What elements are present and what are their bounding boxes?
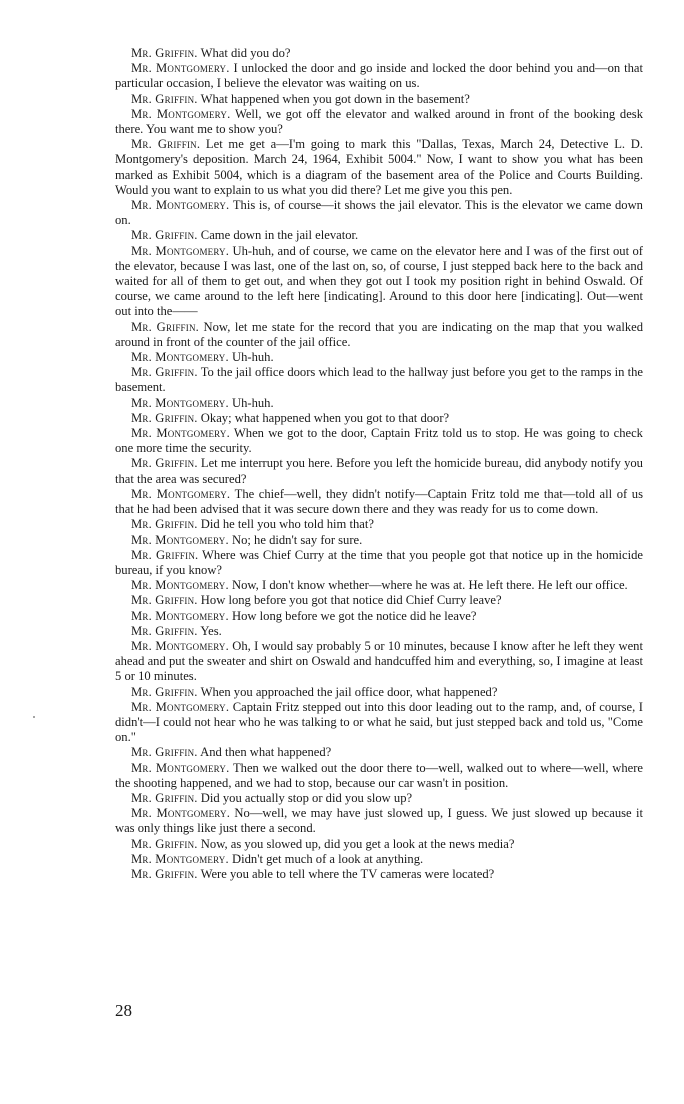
transcript-body <box>115 46 643 882</box>
statement-text: I unlocked the door and go inside and locked the door behind you and—on that particular occasion, I believe the elevator was waiting on us. <box>115 61 643 91</box>
speaker-name: Mr. Griffin. <box>131 91 198 106</box>
statement-text: And then what happened? <box>197 745 332 760</box>
speaker-name: Mr. Montgomery. <box>131 851 229 866</box>
speaker-name: Mr. Griffin. <box>131 410 198 425</box>
testimony-paragraph <box>115 578 643 593</box>
statement-text: Captain Fritz stepped out into this door leading out to the ramp, and, of course, I didn't—I could not hear who he was talking to or what he said, but just stepped back and told us, "Come on." <box>115 699 643 745</box>
statement-text: Did he tell you who told him that? <box>197 517 374 532</box>
testimony-paragraph <box>115 867 643 882</box>
statement-text: Didn't get much of a look at anything. <box>228 851 424 866</box>
testimony-paragraph <box>115 411 643 426</box>
speaker-name: Mr. Griffin. <box>131 228 198 243</box>
speaker-name: Mr. Griffin. <box>131 836 198 851</box>
statement-text: Well, we got off the elevator and walked around in front of the booking desk there. You want me to show you? <box>115 106 643 137</box>
statement-text: How long before you got that notice did Chief Curry leave? <box>197 593 502 608</box>
testimony-paragraph <box>115 548 643 578</box>
speaker-name: Mr. Montgomery. <box>131 61 230 76</box>
speaker-name: Mr. Montgomery. <box>131 699 230 714</box>
statement-text: Now, as you slowed up, did you get a look at the news media? <box>197 836 515 851</box>
statement-text: Uh-huh, and of course, we came on the elevator here and I was of the first out of the elevator, because I was last, one of the last on, so, of course, I just stepped back here to the back and waited for all of them to get out, and when they got out I took my position right in behind Oswald. Of course, we came around to the left here [indicating]. Around to this door here [indicating]. Out—went out into the—— <box>115 243 643 319</box>
statement-text: Where was Chief Curry at the time that you people got that notice up in the homicide bureau, if you know? <box>115 547 643 577</box>
statement-text: The chief—well, they didn't notify—Captain Fritz told me that—told all of us that he had been advised that it was secure down there and they was ready for us to come down. <box>115 486 643 517</box>
testimony-paragraph <box>115 852 643 867</box>
speaker-name: Mr. Griffin. <box>131 623 198 638</box>
speaker-name: Mr. Montgomery. <box>131 532 229 547</box>
statement-text: Then we walked out the door there to—well, walked out to where—well, where the shooting happened, and we had to stop, because our car wasn't in position. <box>115 760 643 790</box>
speaker-name: Mr. Montgomery. <box>131 578 229 593</box>
testimony-paragraph <box>115 92 643 107</box>
speaker-name: Mr. Griffin. <box>131 866 198 881</box>
speaker-name: Mr. Montgomery. <box>131 486 231 501</box>
speaker-name: Mr. Griffin. <box>131 319 200 334</box>
testimony-paragraph <box>115 791 643 806</box>
statement-text: No; he didn't say for sure. <box>228 532 363 547</box>
testimony-paragraph <box>115 745 643 760</box>
testimony-paragraph <box>115 198 643 228</box>
statement-text: Came down in the jail elevator. <box>197 228 359 243</box>
speaker-name: Mr. Montgomery. <box>131 426 230 441</box>
statement-text: Uh-huh. <box>228 395 274 410</box>
speaker-name: Mr. Griffin. <box>131 547 199 562</box>
statement-text: Did you actually stop or did you slow up? <box>197 790 413 805</box>
testimony-paragraph <box>115 396 643 411</box>
testimony-paragraph <box>115 61 643 91</box>
testimony-paragraph <box>115 350 643 365</box>
speaker-name: Mr. Griffin. <box>131 365 198 380</box>
testimony-paragraph <box>115 700 643 746</box>
speaker-name: Mr. Griffin. <box>131 745 198 760</box>
speaker-name: Mr. Montgomery. <box>131 638 229 653</box>
testimony-paragraph <box>115 320 643 350</box>
testimony-paragraph <box>115 517 643 532</box>
statement-text: What happened when you got down in the basement? <box>197 91 470 106</box>
speaker-name: Mr. Griffin. <box>131 46 198 60</box>
testimony-paragraph <box>115 624 643 639</box>
statement-text: Now, let me state for the record that you are indicating on the map that you walked around in front of the counter of the jail office. <box>115 319 644 349</box>
testimony-paragraph <box>115 426 643 456</box>
speck <box>33 716 35 718</box>
testimony-paragraph <box>115 761 643 791</box>
speaker-name: Mr. Griffin. <box>131 137 201 152</box>
speaker-name: Mr. Montgomery. <box>131 198 230 213</box>
speaker-name: Mr. Montgomery. <box>131 608 229 623</box>
statement-text: To the jail office doors which lead to the hallway just before you get to the ramps in the basement. <box>115 365 643 395</box>
statement-text: Oh, I would say probably 5 or 10 minutes, because I know after he left they went ahead and put the sweater and shirt on Oswald and handcuffed him and everything, so, I imagine at least 5 or 10 minutes. <box>115 638 643 684</box>
testimony-paragraph <box>115 609 643 624</box>
statement-text: Were you able to tell where the TV cameras were located? <box>197 866 495 881</box>
statement-text: Let me interrupt you here. Before you left the homicide bureau, did anybody notify you that the area was secured? <box>115 456 643 486</box>
speaker-name: Mr. Montgomery. <box>131 350 229 365</box>
statement-text: Yes. <box>197 623 222 638</box>
statement-text: No—well, we may have just slowed up, I guess. We just slowed up because it was only things like just there a second. <box>115 806 643 836</box>
page-number: 28 <box>115 1001 132 1020</box>
statement-text: When you approached the jail office door, what happened? <box>197 684 498 699</box>
statement-text: Now, I don't know whether—where he was at. He left there. He left our office. <box>228 578 628 593</box>
testimony-paragraph <box>115 533 643 548</box>
testimony-paragraph <box>115 487 643 517</box>
speaker-name: Mr. Montgomery. <box>131 106 231 121</box>
speaker-name: Mr. Griffin. <box>131 790 198 805</box>
testimony-paragraph <box>115 46 643 61</box>
testimony-paragraph <box>115 107 643 137</box>
testimony-paragraph <box>115 837 643 852</box>
speaker-name: Mr. Griffin. <box>131 684 198 699</box>
statement-text: How long before we got the notice did he leave? <box>228 608 477 623</box>
speaker-name: Mr. Montgomery. <box>131 806 231 821</box>
testimony-paragraph <box>115 456 643 486</box>
statement-text: Uh-huh. <box>228 350 274 365</box>
testimony-paragraph <box>115 806 643 836</box>
testimony-paragraph <box>115 228 643 243</box>
testimony-paragraph <box>115 593 643 608</box>
testimony-paragraph <box>115 365 643 395</box>
statement-text: What did you do? <box>197 46 291 60</box>
testimony-paragraph <box>115 639 643 685</box>
testimony-paragraph <box>115 685 643 700</box>
statement-text: Okay; what happened when you got to that door? <box>197 410 450 425</box>
speaker-name: Mr. Griffin. <box>131 593 198 608</box>
testimony-paragraph <box>115 137 643 198</box>
speaker-name: Mr. Griffin. <box>131 456 198 471</box>
speaker-name: Mr. Griffin. <box>131 517 198 532</box>
speaker-name: Mr. Montgomery. <box>131 395 229 410</box>
speaker-name: Mr. Montgomery. <box>131 243 230 258</box>
statement-text: This is, of course—it shows the jail elevator. This is the elevator we came down on. <box>115 198 643 228</box>
statement-text: When we got to the door, Captain Fritz told us to stop. He was going to check one more time the security. <box>115 426 643 456</box>
statement-text: Let me get a—I'm going to mark this "Dallas, Texas, March 24, Detective L. D. Montgomery's deposition. March 24, 1964, Exhibit 5004." Now, I want to show you what has been marked as Exhibit 5004, which is a diagram of the basement area of the Police and Courts Building. Would you want to explain to us what you did there? Let me give you this pen. <box>115 137 643 197</box>
speaker-name: Mr. Montgomery. <box>131 760 230 775</box>
testimony-paragraph <box>115 244 643 320</box>
